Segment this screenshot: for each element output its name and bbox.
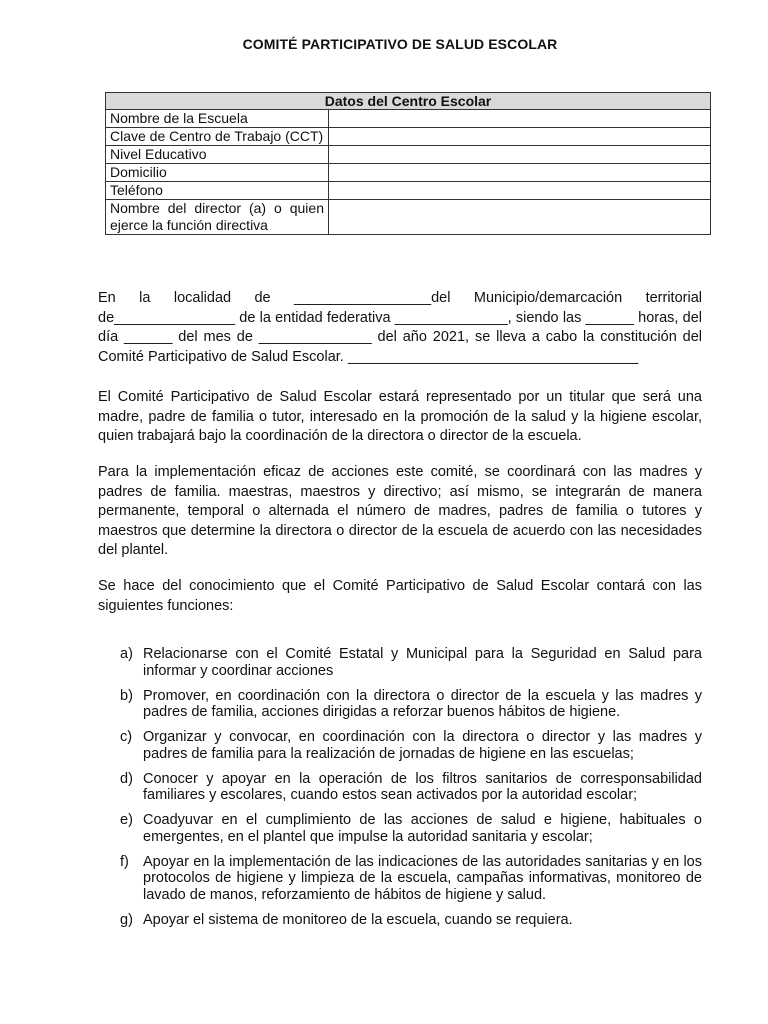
table-row [106,182,711,200]
list-marker: d) [120,770,133,787]
list-item-text: Promover, en coordinación con la directora o director de la escuela y las madres y padres de familia, acciones dirigidas a reforzar buenos hábitos de higiene. [143,687,702,720]
list-item [98,812,702,845]
paragraph-implementation: Para la implementación eficaz de acciones este comité, se coordinará con las madres y padres de familia. maestras, maestros y directivo; así mismo, se integrarán de manera permanente, temporal o alternada el número de madres, padres de familia o tutores y maestros que determine la directora o director de la escuela de acuerdo con las necesidades del plantel. [98,464,702,558]
table-row [106,128,711,146]
table-row [106,200,711,235]
paragraph-functions-intro: Se hace del conocimiento que el Comité Participativo de Salud Escolar contará con las siguientes funciones: [98,578,702,614]
list-item [98,854,702,904]
table-row [106,110,711,128]
document-title: COMITÉ PARTICIPATIVO DE SALUD ESCOLAR [242,36,558,52]
list-item [98,688,702,721]
list-marker: e) [120,812,133,828]
list-item-text: Apoyar en la implementación de las indicaciones de las autoridades sanitarias y en los protocolos de higiene y limpieza de la escuela, campañas informativas, monitoreo de lavado de manos, reforzamiento de hábitos de higiene y salud. [143,853,702,903]
row-label-address: Domicilio [106,164,329,182]
row-value-phone[interactable] [329,182,711,200]
table-header-row [106,93,711,110]
functions-list [98,646,702,937]
list-item [98,729,702,762]
row-label-school-name: Nombre de la Escuela [106,110,329,128]
list-item [98,912,702,929]
paragraph-representation: El Comité Participativo de Salud Escolar estará representado por un titular que será una madre, padre de familia o tutor, interesado en la promoción de la salud y la higiene escolar, quien trabajará bajo la coordinación de la directora o director de la escuela. [98,389,702,444]
list-item-text: Apoyar el sistema de monitoreo de la escuela, cuando se requiera. [143,911,573,928]
row-value-cct[interactable] [329,128,711,146]
row-value-director[interactable] [329,200,711,235]
list-item-text: Coadyuvar en el cumplimiento de las acciones de salud e higiene, habituales o emergentes, en el plantel que impulse la autoridad sanitaria y escolar; [143,812,702,845]
list-item-text: Organizar y convocar, en coordinación con la directora o director y las madres y padres de familia para la realización de jornadas de higiene en las escuelas; [143,729,702,762]
list-item [98,771,702,804]
row-value-school-name[interactable] [329,110,711,128]
list-marker: f) [120,853,129,870]
list-item-text: Conocer y apoyar en la operación de los filtros sanitarios de corresponsabilidad familiares y escolares, cuando estos sean activados por la autoridad escolar; [143,770,702,803]
table-header: Datos del Centro Escolar [106,93,711,110]
list-marker: b) [120,687,133,704]
row-label-cct: Clave de Centro de Trabajo (CCT) [106,128,329,146]
paragraph-constitution: En la localidad de _________________del Municipio/demarcación territorial de_______________ de la entidad federativa ______________, siendo las ______ horas, del día ______ del mes de ______________ del año 2021, se lleva a cabo la constitución del Comité Participativo de Salud Escolar. ____________________________________ [98,290,702,365]
list-item-text: Relacionarse con el Comité Estatal y Municipal para la Seguridad en Salud para informar y coordinar acciones [143,646,702,679]
list-marker: a) [120,646,133,662]
row-value-address[interactable] [329,164,711,182]
table-row [106,164,711,182]
row-label-director: Nombre del director (a) o quien ejerce la función directiva [106,200,329,235]
row-label-phone: Teléfono [106,182,329,200]
school-data-table [105,92,711,235]
row-value-level[interactable] [329,146,711,164]
row-label-level: Nivel Educativo [106,146,329,164]
list-marker: c) [120,729,133,745]
table-row [106,146,711,164]
list-item [98,646,702,679]
list-marker: g) [120,911,133,928]
